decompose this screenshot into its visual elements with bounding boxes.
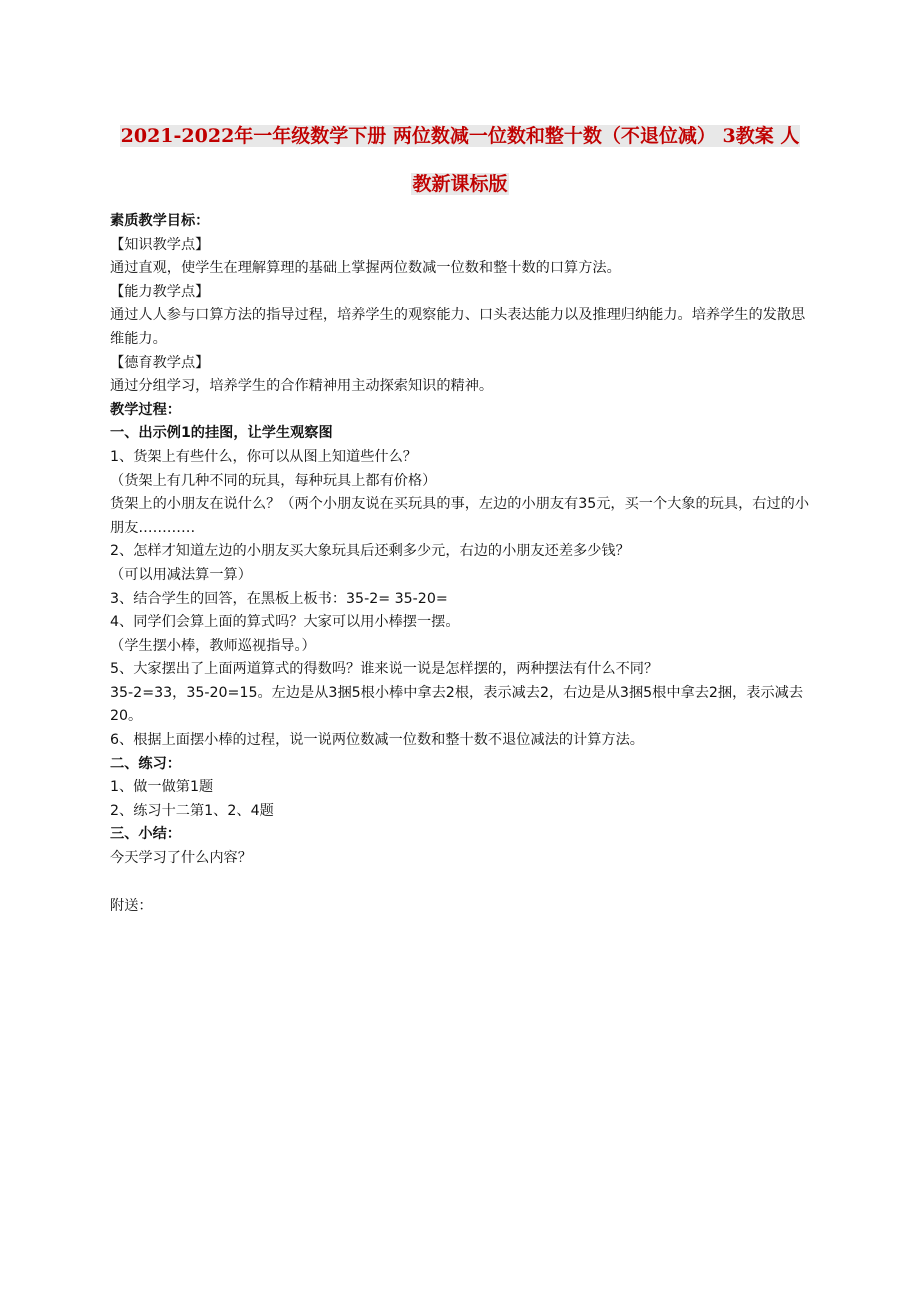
question-5: 5、大家摆出了上面两道算式的得数吗？谁来说一说是怎样摆的，两种摆法有什么不同？ — [110, 661, 659, 678]
blank-gap — [110, 871, 816, 895]
question-1-detail: 货架上的小朋友在说什么？（两个小朋友说在买玩具的事，左边的小朋友有35元，买一个大象的玩具，右过的小朋友………… — [110, 496, 810, 536]
question-3: 3、结合学生的回答，在黑板上板书：35-2= 35-20= — [110, 590, 448, 607]
question-4: 4、同学们会算上面的算式吗？大家可以用小棒摆一摆。 — [110, 614, 460, 631]
summary-text: 今天学习了什么内容？ — [110, 850, 252, 867]
title-text-1: 2021-2022年一年级数学下册 两位数减一位数和整十数（不退位减） 3教案 人 — [120, 125, 800, 147]
title-text-2: 教新课标版 — [412, 173, 508, 195]
knowledge-text: 通过直观，使学生在理解算理的基础上掌握两位数减一位数和整十数的口算方法。 — [110, 260, 621, 277]
document-title-line-2 — [100, 172, 820, 196]
question-2-answer: （可以用减法算一算） — [110, 566, 252, 583]
question-2: 2、怎样才知道左边的小朋友买大象玩具后还剩多少元，右边的小朋友还差多少钱？ — [110, 543, 630, 560]
section-2-heading: 二、练习： — [110, 755, 181, 772]
moral-label: 【德育教学点】 — [110, 354, 210, 371]
ability-text: 通过人人参与口算方法的指导过程，培养学生的观察能力、口头表达能力以及推理归纳能力。培养学生的发散思维能力。 — [110, 307, 806, 347]
moral-text: 通过分组学习，培养学生的合作精神用主动探索知识的精神。 — [110, 378, 494, 395]
process-heading: 教学过程： — [110, 401, 181, 418]
objectives-heading: 素质教学目标： — [110, 213, 210, 229]
exercise-1: 1、做一做第1题 — [110, 779, 214, 796]
document-title-line-1 — [100, 124, 820, 148]
ability-label: 【能力教学点】 — [110, 283, 210, 300]
question-1: 1、货架上有些什么，你可以从图上知道些什么？ — [110, 448, 417, 465]
question-5-answer: 35-2=33，35-20=15。左边是从3捆5根小棒中拿去2根，表示减去2，右边是从3捆5根中拿去2捆，表示减去20。 — [110, 684, 804, 725]
question-1-answer: （货架上有几种不同的玩具，每种玩具上都有价格） — [110, 472, 437, 489]
section-1-heading: 一、出示例1的挂图，让学生观察图 — [110, 425, 333, 442]
question-6: 6、根据上面摆小棒的过程，说一说两位数减一位数和整十数不退位减法的计算方法。 — [110, 732, 644, 749]
exercise-2: 2、练习十二第1、2、4题 — [110, 802, 274, 819]
appendix-label: 附送： — [110, 897, 153, 914]
section-3-heading: 三、小结： — [110, 826, 181, 843]
document-body — [110, 210, 816, 918]
knowledge-label: 【知识教学点】 — [110, 236, 210, 253]
question-4-answer: （学生摆小棒，教师巡视指导。） — [110, 637, 316, 654]
